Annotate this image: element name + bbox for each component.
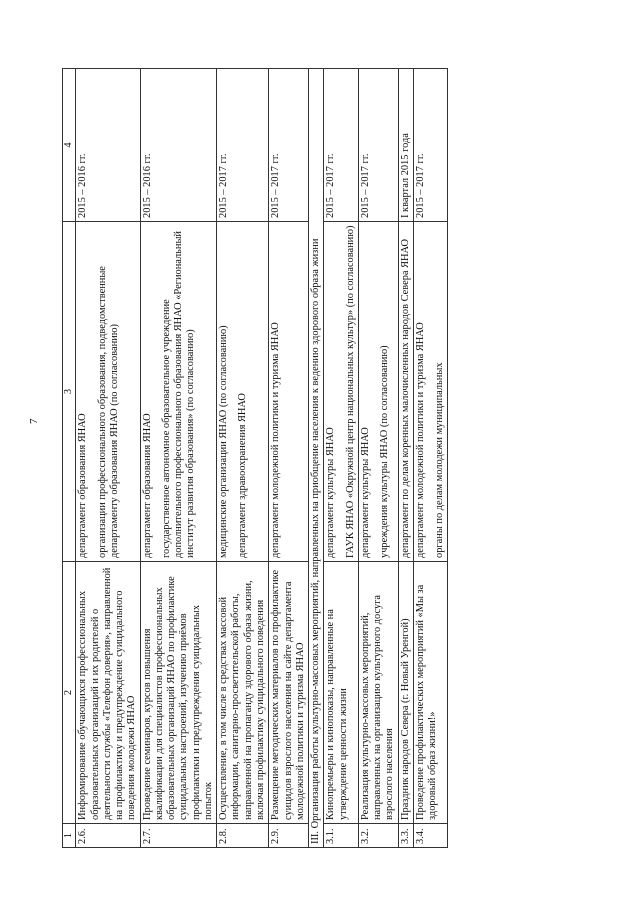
row-event: Осуществление, в том числе в средствах массовой информации, санитарно-просветительской работы, направленной на пропаганду здорового образа жизни, включая профилактику суицидального поведения — [217, 562, 269, 824]
table-row — [358, 69, 398, 848]
table-row — [217, 69, 269, 848]
row-term: 2015 – 2017 гг. — [413, 69, 448, 222]
table-row — [324, 69, 359, 848]
row-number: 2.8. — [217, 824, 269, 848]
row-number: 2.9. — [269, 824, 309, 848]
row-number: 2.6. — [76, 824, 140, 848]
row-term: 2015 – 2017 гг. — [269, 69, 309, 222]
table-row — [269, 69, 309, 848]
header-cell-2: 2 — [63, 562, 76, 824]
table-row — [413, 69, 448, 848]
row-event: Размещение методических материалов по профилактике суицидов взрослого населения на сайте департамента молодежной политики и туризма ЯНАО — [269, 562, 309, 824]
row-number: 3.1. — [324, 824, 359, 848]
row-number: 3.2. — [358, 824, 398, 848]
row-executor — [324, 222, 359, 562]
executor-primary: департамент образования ЯНАО — [141, 413, 153, 558]
row-executor — [358, 222, 398, 562]
header-cell-3: 3 — [63, 222, 76, 562]
header-row — [63, 69, 76, 848]
executor-secondary: учреждения культуры ЯНАО (по согласованию) — [379, 345, 391, 558]
executor-primary: департамент культуры ЯНАО — [359, 427, 371, 558]
executor-primary: департамент образования ЯНАО — [77, 413, 89, 558]
row-term: I квартал 2015 года — [398, 69, 413, 222]
executor-primary: медицинские организации ЯНАО (по согласованию) — [218, 325, 230, 558]
executor-primary: департамент молодежной политики и туризма ЯНАО — [270, 322, 282, 558]
table-row — [140, 69, 217, 848]
header-cell-1: 1 — [63, 824, 76, 848]
header-cell-4: 4 — [63, 69, 76, 222]
executor-primary: департамент по делам коренных малочисленных народов Севера ЯНАО — [399, 238, 411, 558]
executor-secondary: организации профессионального образования, подведомственные департаменту образования ЯНАО (по согласованию) — [96, 266, 120, 558]
section-row — [309, 69, 324, 848]
row-number: 3.3. — [398, 824, 413, 848]
row-term: 2015 – 2017 гг. — [217, 69, 269, 222]
executor-primary: департамент молодежной политики и туризма ЯНАО — [414, 322, 426, 558]
executor-secondary: государственное автономное образовательное учреждение дополнительного профессионального образования ЯНАО «Региональный институт развития образования» (по согласованию) — [160, 231, 197, 558]
row-event: Проведение семинаров, курсов повышения квалификации для специалистов профессиональных образовательных организаций ЯНАО по профилактике суицидальных настроений, изучению приёмов профилактики и предупреждения суицидальных попыток — [140, 562, 217, 824]
plan-table — [62, 68, 448, 848]
row-term: 2015 – 2017 гг. — [358, 69, 398, 222]
row-event: Праздник народов Севера (г. Новый Уренгой) — [398, 562, 413, 824]
executor-primary: департамент культуры ЯНАО — [325, 427, 337, 558]
row-event: Информирование обучающихся профессиональных образовательных организаций и их родителей о деятельности службы «Телефон доверия», направленной на профилактику и предупреждение суицидального поведения молодежи ЯНАО — [76, 562, 140, 824]
page-number: 7 — [28, 418, 40, 424]
executor-secondary: органы по делам молодежи муниципальных — [434, 362, 446, 558]
executor-secondary: департамент здравоохранения ЯНАО — [237, 393, 249, 558]
row-event: Проведение профилактических мероприятий «Мы за здоровый образ жизни!» — [413, 562, 448, 824]
row-term: 2015 – 2016 гг. — [76, 69, 140, 222]
table-row — [398, 69, 413, 848]
row-executor — [217, 222, 269, 562]
row-executor — [413, 222, 448, 562]
row-executor — [398, 222, 413, 562]
row-number: 2.7. — [140, 824, 217, 848]
row-event: Реализация культурно-массовых мероприятий, направленных на организацию культурного досуга взрослого населения — [358, 562, 398, 824]
section-title: III. Организация работы культурно-массовых мероприятий, направленных на приобщение населения к ведению здорового образа жизни — [309, 69, 324, 848]
row-executor — [76, 222, 140, 562]
rotated-table-container — [62, 68, 600, 848]
executor-secondary: ГАУК ЯНАО «Окружной центр национальных культур» (по согласованию) — [344, 225, 356, 558]
row-executor — [140, 222, 217, 562]
row-event: Кинопремьеры и кинопоказы, направленные на утверждение ценности жизни — [324, 562, 359, 824]
table-row — [76, 69, 140, 848]
row-executor — [269, 222, 309, 562]
row-number: 3.4. — [413, 824, 448, 848]
row-term: 2015 – 2017 гг. — [324, 69, 359, 222]
row-term: 2015 – 2016 гг. — [140, 69, 217, 222]
